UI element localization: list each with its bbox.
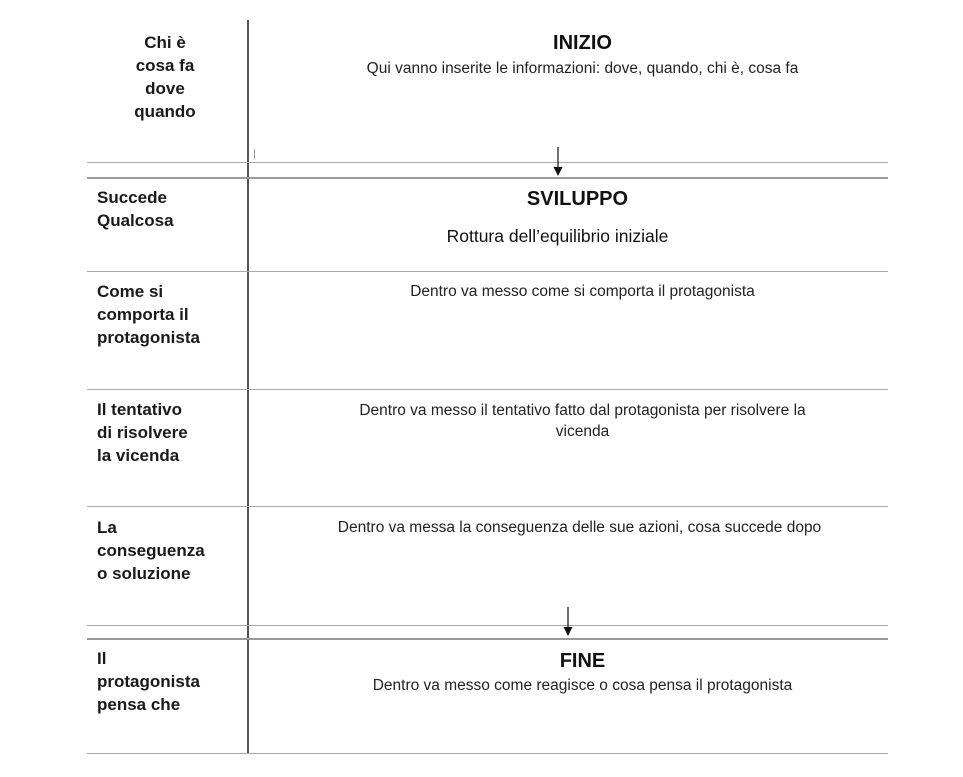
section-desc-conseguenza: Dentro va messa la conseguenza delle sue azioni, cosa succede dopo [337,519,822,536]
section-title-inizio: INIZIO [553,32,612,54]
section-desc-inizio: Qui vanno inserite le informazioni: dove, quando, chi è, cosa fa [366,60,799,77]
row-label-tentativo: Il tentativo di risolvere la vicenda [97,400,188,465]
down-arrow-icon [552,147,564,177]
section-desc-sviluppo: Rottura dell’equilibrio iniziale [446,226,669,246]
row-label-conseguenza: La conseguenza o soluzione [97,518,205,583]
column-divider [247,20,249,754]
row-separator [87,389,888,390]
section-desc-tentativo: Dentro va messo il tentativo fatto dal protagonista per risolvere la vicenda [359,402,806,440]
row-separator [87,162,888,163]
row-separator [87,177,888,179]
cursor-mark [254,149,255,159]
section-desc-comportamento: Dentro va messo come si comporta il protagonista [410,283,755,300]
row-separator [87,625,888,626]
row-separator [87,638,888,640]
row-separator [87,506,888,507]
row-label-inizio: Chi è cosa fa dove quando [134,33,196,121]
row-label-comportamento: Come si comporta il protagonista [97,282,200,347]
row-label-fine: Il protagonista pensa che [97,649,200,714]
section-title-sviluppo: SVILUPPO [526,188,629,210]
row-separator [87,753,888,754]
down-arrow-icon [562,607,574,637]
section-title-fine: FINE [559,650,606,672]
row-label-sviluppo: Succede Qualcosa [97,188,174,230]
row-separator [87,271,888,272]
section-desc-fine: Dentro va messo come reagisce o cosa pensa il protagonista [372,677,793,694]
